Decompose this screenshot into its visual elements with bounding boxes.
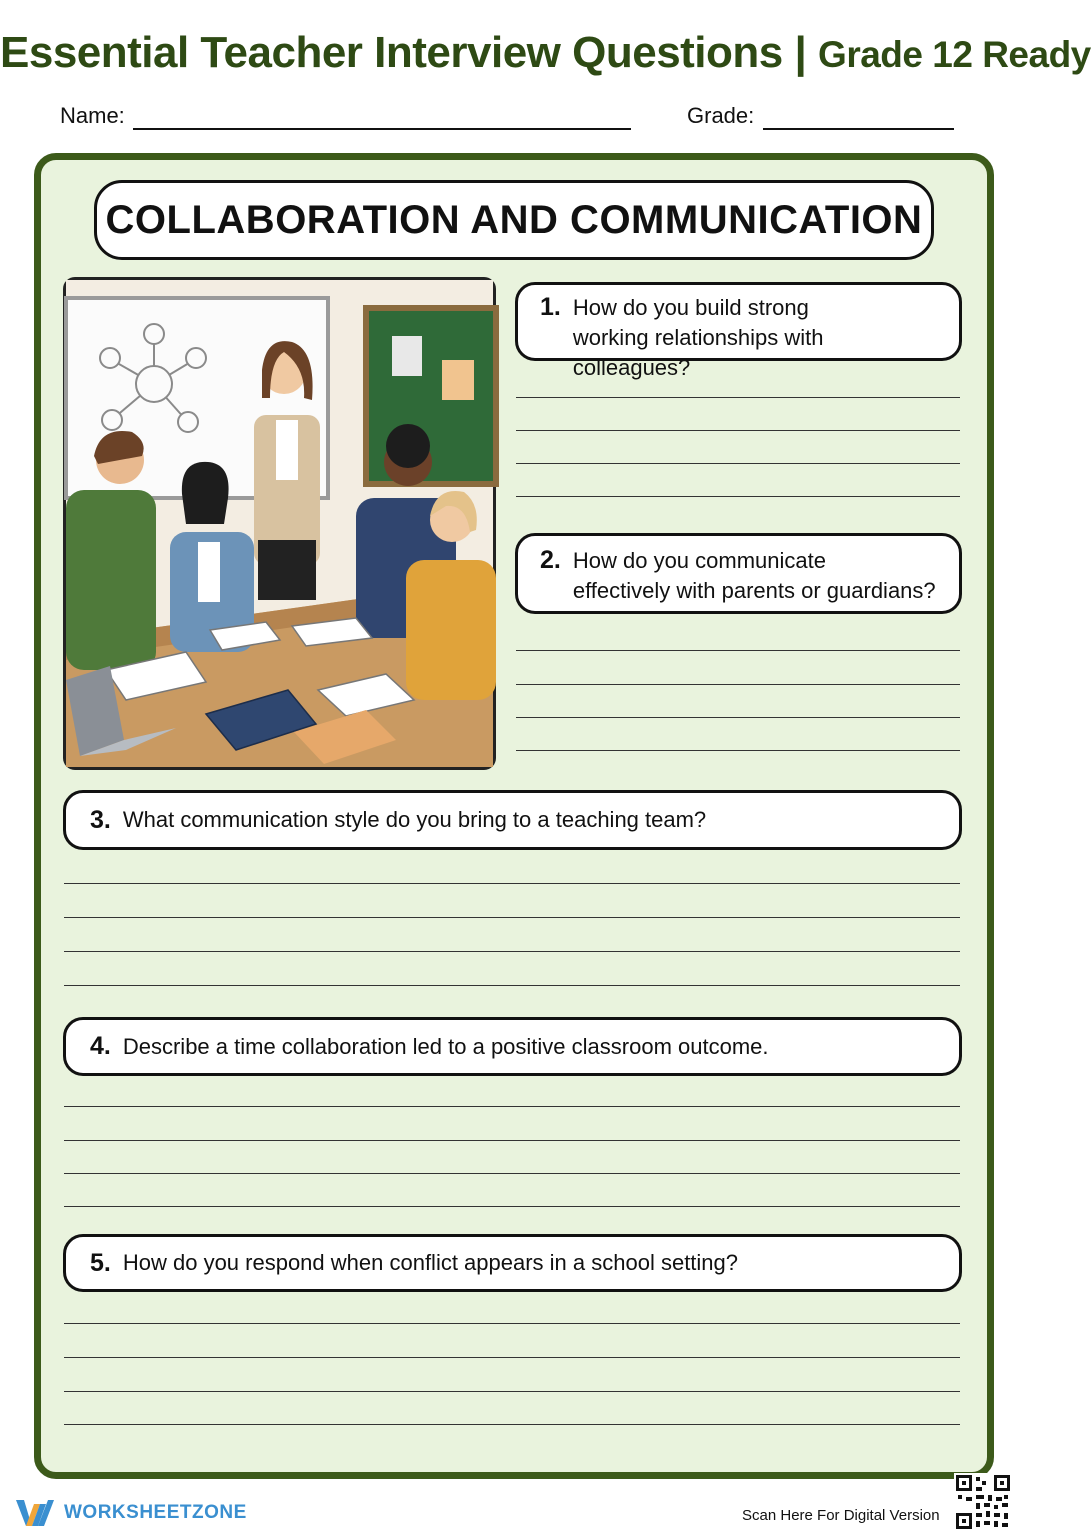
question-1-text (573, 293, 945, 383)
answer-line[interactable] (64, 1206, 960, 1207)
section-title: COLLABORATION AND COMMUNICATION (94, 180, 934, 260)
question-4-number: 4. (90, 1032, 111, 1060)
name-label: Name: (60, 103, 125, 128)
grade-label: Grade: (687, 103, 755, 128)
answer-line[interactable] (64, 1323, 960, 1324)
question-3-box (63, 790, 962, 850)
w-logo-icon (14, 1496, 56, 1530)
answer-line[interactable] (64, 1424, 960, 1425)
title-subtitle: Grade 12 Ready (818, 34, 1091, 75)
answer-line[interactable] (516, 397, 960, 398)
answer-line[interactable] (64, 951, 960, 952)
question-1-line1: How do you build strong (572, 295, 809, 320)
question-2-box (515, 533, 962, 614)
answer-line[interactable] (64, 1106, 960, 1107)
brand-name: WORKSHEETZONE (64, 1502, 247, 1523)
question-4-box (63, 1017, 962, 1076)
title-separator: | (794, 28, 807, 77)
answer-line[interactable] (516, 430, 960, 431)
classroom-collaboration-illustration-icon (66, 280, 493, 767)
worksheet-title (0, 28, 1091, 78)
question-4-text: Describe a time collaboration led to a positive classroom outcome. (122, 1033, 769, 1059)
answer-line[interactable] (516, 717, 960, 718)
answer-line[interactable] (64, 883, 960, 884)
name-field[interactable] (133, 128, 631, 130)
question-3-number: 3. (90, 805, 111, 834)
answer-line[interactable] (64, 1173, 960, 1174)
answer-line[interactable] (64, 917, 960, 918)
answer-line[interactable] (64, 985, 960, 986)
question-2-line2: effectively with parents or guardians? (572, 578, 936, 603)
grade-field[interactable] (763, 128, 954, 130)
question-1-number: 1. (540, 293, 561, 321)
question-1-box (515, 282, 962, 380)
classroom-illustration (63, 277, 496, 770)
answer-line[interactable] (64, 1140, 960, 1141)
question-5-box (63, 1234, 962, 1292)
question-5-number: 5. (90, 1248, 111, 1277)
question-2-number: 2. (540, 546, 561, 574)
answer-line[interactable] (516, 496, 960, 497)
worksheetzone-logo[interactable] (14, 1496, 247, 1530)
scan-text: Scan Here For Digital Version (742, 1507, 940, 1524)
answer-line[interactable] (516, 650, 960, 651)
question-2-text (573, 546, 936, 606)
answer-line[interactable] (516, 463, 960, 464)
answer-line[interactable] (64, 1357, 960, 1358)
question-2-line1: How do you communicate (572, 548, 826, 573)
qr-code-icon[interactable] (954, 1473, 1012, 1531)
question-3-text: What communication style do you bring to a teaching team? (122, 807, 707, 832)
question-1-line2: working relationships with colleagues? (572, 325, 824, 380)
title-main: Essential Teacher Interview Questions (0, 28, 783, 77)
answer-line[interactable] (516, 684, 960, 685)
answer-line[interactable] (64, 1391, 960, 1392)
question-5-text: How do you respond when conflict appears in a school setting? (122, 1250, 739, 1275)
answer-line[interactable] (516, 750, 960, 751)
